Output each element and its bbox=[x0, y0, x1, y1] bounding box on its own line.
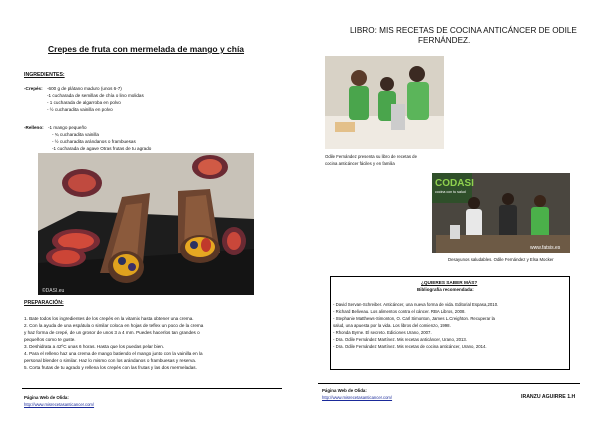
filling-item: - ½ cucharadita arándanos o frambuesas bbox=[52, 139, 136, 144]
filling-item: -1 cucharada de agave Otras frutas de tu agrado bbox=[52, 146, 152, 151]
bibliography-entry: - Richard Beliveau. Los alimentos contra el cáncer. RBA Libros, 2008. bbox=[333, 309, 466, 314]
book-title: LIBRO: MIS RECETAS DE COCINA ANTICÁNCER DE ODILE bbox=[350, 26, 577, 35]
bibliography-heading: ¿QUIERES SABER MÁS? bbox=[421, 280, 478, 285]
crepes-illustration bbox=[38, 153, 254, 295]
crepes-item: -1 cucharada de semillas de chía o lino molidas bbox=[47, 93, 144, 98]
web-label: Página Web de Olida: bbox=[24, 395, 69, 400]
web-label-right: Página Web de Olida: bbox=[322, 388, 367, 393]
cooking-photo bbox=[325, 56, 444, 149]
author-footer: IRANZU AGUIRRE 1.H bbox=[521, 394, 576, 400]
bibliography-entry: - David Servan-Schreiber. Anticáncer, una nueva forma de vida. Editorial Espasa,2010. bbox=[333, 302, 499, 307]
recipe-title: Crepes de fruta con mermelada de mango y chía bbox=[48, 44, 245, 54]
preparation-line: 1. Bate todos los ingredientes de los crepés en la vitamix hasta obtener una crema. bbox=[24, 316, 194, 321]
web-link[interactable]: http://www.misrecetasanticancer.com/ bbox=[24, 402, 95, 407]
preparation-line: 4. Para el relleno haz una crema de mango batiendo el mango junto con la vainilla en la bbox=[24, 351, 203, 356]
cooking-illustration bbox=[325, 56, 444, 149]
crepes-item: - ½ cucharadita vainilla en polvo bbox=[47, 107, 113, 112]
tv-show-illustration bbox=[432, 173, 570, 253]
bibliography-subheading: Bibliografía recomendada: bbox=[417, 287, 474, 292]
preparation-line: y haz forma de crepé, de un grosor de unos 3 a 4 mm. Puedes hacerlos tan grandes o bbox=[24, 330, 200, 335]
footer-divider-right bbox=[318, 383, 580, 384]
bibliography-entry: salud, una apuesta por la vida. Los libros del comienzo, 1998. bbox=[333, 323, 451, 328]
bibliography-entry: - Dra. Odile Fernández Martínez. Mis recetas de cocina anticáncer, Urano, 2014. bbox=[333, 344, 487, 349]
bibliography-entry: - Dra. Odile Fernández Martínez. Mis recetas anticáncer, Urano, 2013. bbox=[333, 337, 467, 342]
bibliography-entry: - Stephanie Matthews-Simonton, O. Carl Simonton, James L.Creighton. Recuperar la bbox=[333, 316, 495, 321]
tv-site: www.fatsis.es bbox=[530, 245, 561, 251]
preparation-line: 5. Corta frutas de tu agrado y rellena los crepés con las frutas y las dos mermeladas. bbox=[24, 365, 197, 370]
crepes-label: -Crepés: bbox=[24, 86, 43, 91]
tv-show-photo bbox=[432, 173, 570, 253]
preparation-line: pequeños como te guste. bbox=[24, 337, 76, 342]
photo-watermark: ©DASI.eu bbox=[42, 288, 65, 294]
preparation-line: personal blender o similar. Haz lo mismo con los arándanos o frambuesas y reserva. bbox=[24, 358, 197, 363]
crepes-item: -600 g de plátano maduro (unos 6-7) bbox=[47, 86, 122, 91]
codasi-brand-sub: cocina con tu salud bbox=[435, 190, 466, 194]
ingredients-heading: INGREDIENTES: bbox=[24, 72, 65, 78]
preparation-line: 2. Con la ayuda de una espátula o similar coloca en hojas de teflex un poco de la crema bbox=[24, 323, 204, 328]
photo1-caption: cocina anticáncer fáciles y en familia bbox=[325, 161, 395, 166]
photo1-caption: Odile Fernández presenta su libro de recetas de bbox=[325, 154, 417, 159]
bibliography-box bbox=[330, 276, 570, 370]
preparation-line: 3. Deshidrata a 42ºC unas 6 horas. Hasta que los puedas pelar bien. bbox=[24, 344, 165, 349]
footer-divider bbox=[22, 388, 282, 389]
photo2-caption: Desayunos saludables. Odile Fernández y Elsa Mocker bbox=[448, 257, 554, 262]
filling-item: - ¾ cucharadita vainilla bbox=[52, 132, 99, 137]
codasi-brand: CODASI bbox=[435, 178, 474, 189]
crepes-photo bbox=[38, 153, 254, 295]
web-link-right[interactable]: http://www.misrecetasanticancer.com/ bbox=[322, 395, 393, 400]
filling-item: -1 mango pequeño bbox=[48, 125, 87, 130]
crepes-item: - 1 cucharada de algarroba en polvo bbox=[47, 100, 121, 105]
book-title-continued: FERNÁNDEZ. bbox=[418, 36, 471, 45]
filling-label: -Relleno: bbox=[24, 125, 44, 130]
preparation-heading: PREPARACIÓN: bbox=[24, 300, 64, 306]
bibliography-entry: - Rhonda Byrne. El secreto. Ediciones Urano, 2007. bbox=[333, 330, 432, 335]
